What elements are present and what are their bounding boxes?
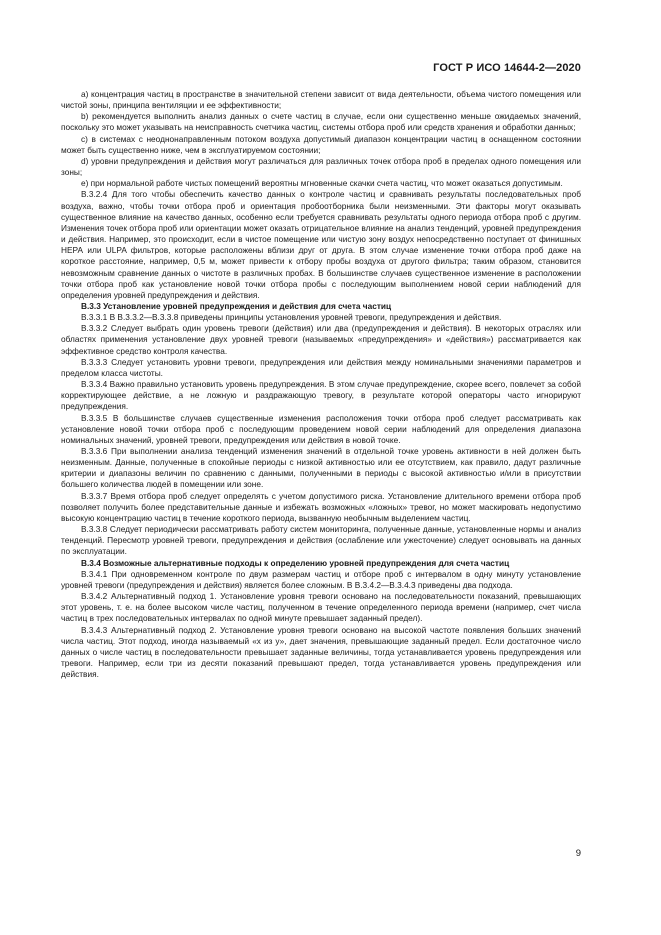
document-header: ГОСТ Р ИСО 14644-2—2020	[433, 62, 581, 74]
paragraph-b-3-3-3: В.3.3.3 Следует установить уровни тревоги, предупреждения или действия между номинальными значениями параметров и пределом класса чистоты.	[61, 356, 581, 378]
page-number: 9	[575, 848, 581, 859]
paragraph-b-3-3-7: В.3.3.7 Время отбора проб следует определять с учетом допустимого риска. Установление длительного времени отбора проб позволяет получить более представительные данные и избежать возможных «ложных» тревог, но может маскировать недопустимо высокую концентрацию частиц в течение короткого периода, вызванную необычным выделением частиц.	[61, 490, 581, 523]
paragraph-b-3-3-4: В.3.3.4 Важно правильно установить уровень предупреждения. В этом случае предупреждение, скорее всего, повлечет за собой корректирующее действие, а не ложную и раздражающую тревогу, в результате которой операторы часто игнорируют предупреждения.	[61, 379, 581, 412]
paragraph-b-3-4-2: В.3.4.2 Альтернативный подход 1. Установление уровня тревоги основано на последовательности показаний, превышающих этот уровень, т. е. на более высоком числе частиц, полученном в течение определенного периода времени (например, счет числа частиц в трех последовательных интервалах по одной минуте превышает заданный предел).	[61, 591, 581, 624]
paragraph-b-3-2-4: В.3.2.4 Для того чтобы обеспечить качество данных о контроле частиц и сравнивать результаты последовательных проб воздуха, важно, чтобы точки отбора проб и ориентация пробоотборника были неизменными. Эти факторы могут оказывать существенное влияние на качество данных, особенно если требуется сравнивать результаты одного периода отбора проб с другим. Изменения точек отбора проб или ориентации может оказать отрицательное влияние на анализ тенденций, уровней предупреждения и действия. Например, это происходит, если в чистое помещение или чистую зону воздух непосредственно поступает от финишных НЕРА или ULPA фильтров, которые расположены вблизи друг от друга. В этом случае изменение точки отбора проб даже на короткое расстояние, например, 0,5 м, может привести к отбору пробы воздуха от другого фильтра; таким образом, становится невозможным сравнение данных о чистоте в различных пробах. В большинстве случаев существенное изменение в расположении точки отбора проб как установление новой точки отбора пробы с последующим выполнением новой серии наблюдений для определения уровней предупреждения и действия.	[61, 189, 581, 300]
section-heading-b-3-4: В.3.4 Возможные альтернативные подходы к определению уровней предупреждения для счета частиц	[81, 557, 510, 568]
paragraph-b-3-3-1: В.3.3.1 В В.3.3.2—В.3.3.8 приведены принципы установления уровней тревоги, предупреждения и действия.	[81, 312, 502, 323]
section-heading-b-3-3: В.3.3 Установление уровней предупреждения и действия для счета частиц	[81, 300, 392, 311]
paragraph-item-b: b) рекомендуется выполнить анализ данных о счете частиц в случае, если они существенно меньше ожидаемых значений, поскольку это может указывать на неисправность счетчика частиц, системы отбора проб или средств хранения и обработки данных;	[61, 111, 581, 133]
paragraph-b-3-3-8: В.3.3.8 Следует периодически рассматривать работу систем мониторинга, полученные данные, установленные нормы и анализ тенденций. Пересмотр уровней тревоги, предупреждения и действия (ослабление или ужесточение) следует основывать на данных по эксплуатации.	[61, 524, 581, 557]
paragraph-item-e: е) при нормальной работе чистых помещений вероятны мгновенные скачки счета частиц, что может оказаться допустимым.	[81, 178, 563, 189]
paragraph-item-d: d) уровни предупреждения и действия могут различаться для различных точек отбора проб в пределах одного помещения или зоны;	[61, 155, 581, 178]
paragraph-b-3-4-3: В.3.4.3 Альтернативный подход 2. Установление уровня тревоги основано на высокой частоте появления больших значений числа частиц. Этот подход, иногда называемый «х из у», дает значения, превышающие заданный предел. Если достаточное число данных о числе частиц в последовательности превышает заданные величины, тогда устанавливается уровень предупреждения или тревоги. Например, если три из десяти показаний превышают предел, тогда устанавливается уровень предупреждения или действия.	[61, 624, 581, 680]
paragraph-b-3-3-2: В.3.3.2 Следует выбрать один уровень тревоги (действия) или два (предупреждения и действия). В некоторых отраслях или областях применения установление двух уровней тревоги (называемых «предупреждения» и «действия») рассматривается как эффективное средство контроля качества.	[61, 323, 581, 356]
paragraph-b-3-3-6: В.3.3.6 При выполнении анализа тенденций изменения значений в отдельной точке уровень активности в ней должен быть неизменным. Данные, полученные в спокойные периоды с низкой активностью или ее отсутствием, как правило, дадут различные критерии и диапазоны величин по сравнению с данными, полученными в периоды с высокой активностью и/или в присутствии большего количества людей в помещении или зоне.	[61, 446, 581, 490]
paragraph-b-3-3-5: В.3.3.5 В большинстве случаев существенные изменения расположения точки отбора проб следует рассматривать как установление новой точки отбора проб с последующим проведением новой серии наблюдений для определения диапазона номинальных значений, уровней тревоги, предупреждения или действия в новой точке.	[61, 412, 581, 445]
paragraph-item-c: с) в системах с неоднонаправленным потоком воздуха допустимый диапазон концентрации частиц в оснащенном состоянии может быть существенно ниже, чем в эксплуатируемом состоянии;	[61, 133, 581, 155]
document-body	[61, 89, 581, 680]
paragraph-item-a: а) концентрация частиц в пространстве в значительной степени зависит от вида деятельности, объема чистого помещения или чистой зоны, принципа вентиляции и ее эффективности;	[61, 89, 581, 111]
paragraph-b-3-4-1: В.3.4.1 При одновременном контроле по двум размерам частиц и отборе проб с интервалом в одну минуту установление уровней тревоги (предупреждения и действия) является более сложным. В В.3.4.2—В.3.4.3 приведены два подхода.	[61, 568, 581, 590]
